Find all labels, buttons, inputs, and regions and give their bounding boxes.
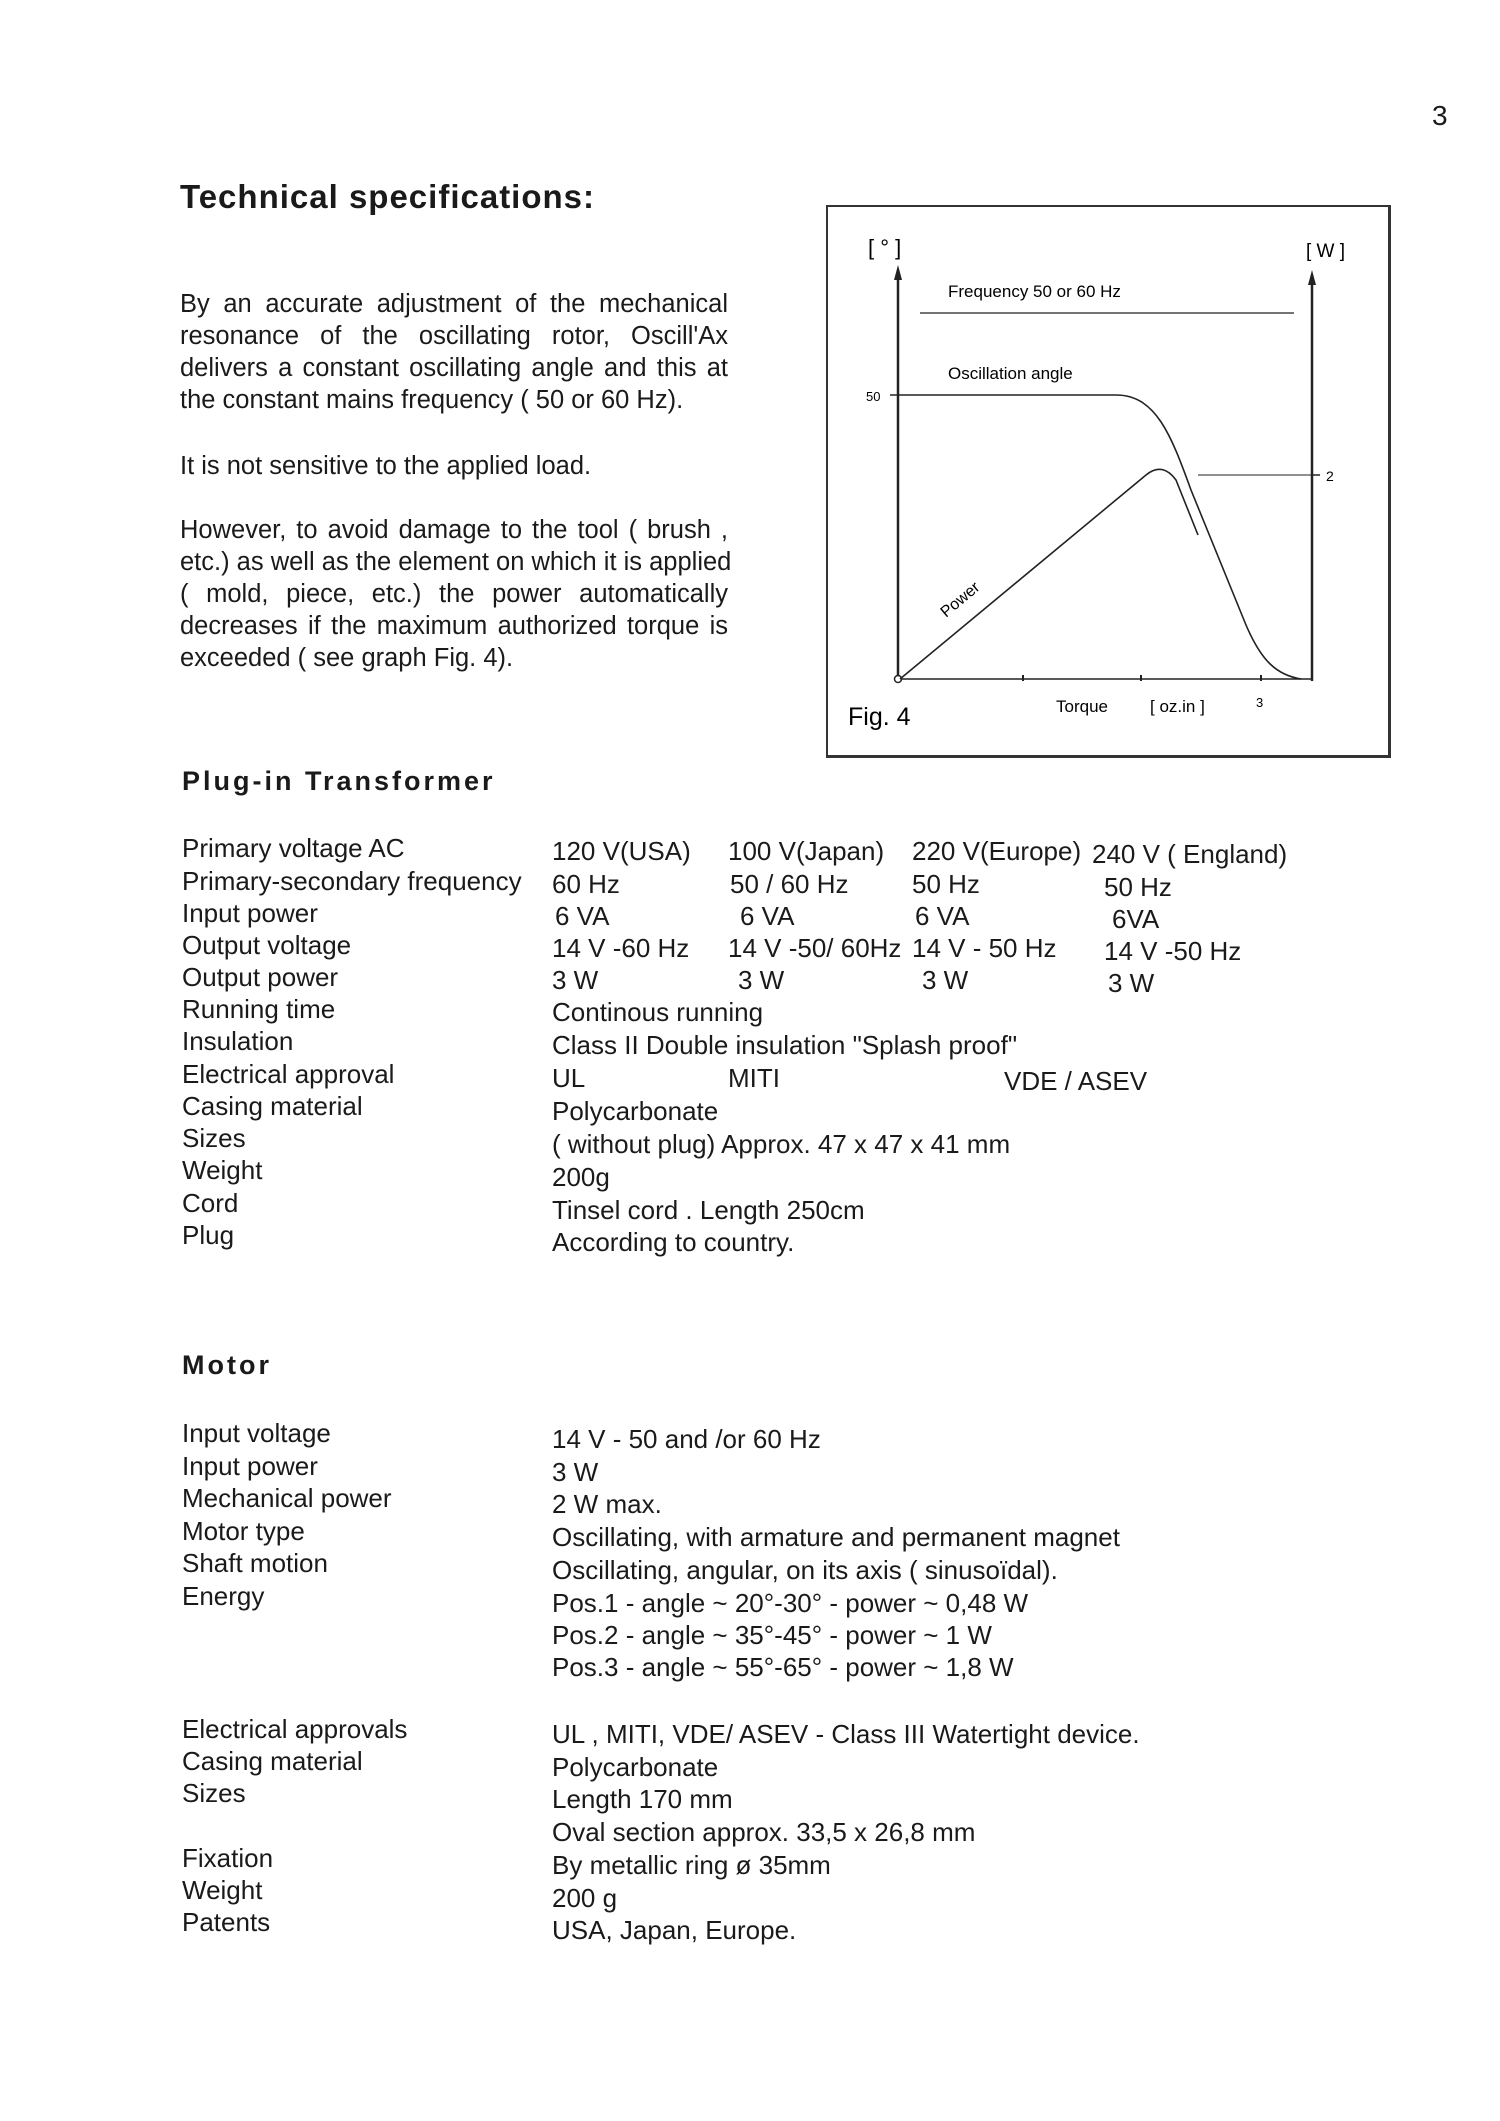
value-output-power: 3 W: [922, 965, 969, 995]
label-input-voltage: Input voltage: [182, 1418, 331, 1448]
value-plug: According to country.: [552, 1227, 795, 1257]
page-title: Technical specifications:: [180, 178, 596, 215]
value-mechanical-power: 2 W max.: [552, 1489, 662, 1519]
intro-p3-line: ( mold, piece, etc.) the power automatically: [180, 580, 728, 608]
value-electrical-approvals: UL , MITI, VDE/ ASEV - Class III Watertight device.: [552, 1719, 1140, 1749]
figure-caption: Fig. 4: [848, 703, 911, 731]
value-frequency: 50 Hz: [912, 869, 980, 899]
section-heading-motor: Motor: [182, 1350, 272, 1380]
value-weight: 200g: [552, 1162, 610, 1192]
value-frequency: 50 Hz: [1104, 872, 1172, 902]
label-energy: Energy: [182, 1581, 265, 1611]
left-axis-arrow: [894, 265, 902, 280]
value-input-power: 6VA: [1112, 904, 1160, 934]
power-label: Power: [937, 578, 984, 622]
label-plug: Plug: [182, 1220, 235, 1250]
value-output-voltage: 14 V - 50 Hz: [912, 933, 1057, 963]
label-cord: Cord: [182, 1188, 239, 1218]
x-tick-label: 3: [1256, 695, 1264, 710]
label-casing-material: Casing material: [182, 1746, 363, 1776]
value-output-voltage: 14 V -60 Hz: [552, 933, 690, 963]
value-input-power: 3 W: [552, 1457, 599, 1487]
label-weight: Weight: [182, 1155, 263, 1185]
label-patents: Patents: [182, 1907, 271, 1937]
intro-p2-line: It is not sensitive to the applied load.: [180, 452, 592, 480]
intro-p1-line: By an accurate adjustment of the mechanical: [180, 290, 728, 318]
page-number: 3: [1432, 100, 1448, 131]
label-shaft-motion: Shaft motion: [182, 1548, 328, 1578]
label-input-power: Input power: [182, 898, 318, 928]
power-curve: [900, 469, 1198, 679]
value-energy-pos2: Pos.2 - angle ~ 35°-45° - power ~ 1 W: [552, 1620, 992, 1650]
intro-p3-line: decreases if the maximum authorized torque is: [180, 612, 728, 640]
x-axis-label: Torque: [1056, 697, 1108, 716]
oscillation-angle-label: Oscillation angle: [948, 364, 1073, 383]
value-primary-voltage: 120 V(USA): [552, 836, 691, 866]
y-left-unit: [ ° ]: [868, 235, 902, 260]
label-output-power: Output power: [182, 962, 339, 992]
value-approval-miti: MITI: [728, 1063, 780, 1093]
value-input-power: 6 VA: [915, 901, 970, 931]
value-approval-vde-asev: VDE / ASEV: [1004, 1066, 1148, 1096]
label-weight: Weight: [182, 1875, 263, 1905]
intro-p3-line: etc.) as well as the element on which it is applied: [180, 548, 732, 576]
label-sizes: Sizes: [182, 1778, 246, 1808]
y-right-tick-label: 2: [1326, 468, 1334, 484]
intro-paragraph-3: [180, 514, 732, 674]
label-primary-secondary-frequency: Primary-secondary frequency: [182, 866, 522, 896]
value-input-power: 6 VA: [740, 901, 795, 931]
y-right-unit: [ W ]: [1306, 241, 1346, 262]
intro-p3-line: exceeded ( see graph Fig. 4).: [180, 644, 514, 672]
value-sizes-oval-section: Oval section approx. 33,5 x 26,8 mm: [552, 1817, 976, 1847]
label-input-power: Input power: [182, 1451, 318, 1481]
label-sizes: Sizes: [182, 1123, 246, 1153]
value-energy-pos3: Pos.3 - angle ~ 55°-65° - power ~ 1,8 W: [552, 1652, 1014, 1682]
value-fixation: By metallic ring ø 35mm: [552, 1850, 831, 1880]
frequency-label: Frequency 50 or 60 Hz: [948, 282, 1121, 301]
label-primary-voltage: Primary voltage AC: [182, 833, 405, 863]
value-primary-voltage: 240 V ( England): [1092, 839, 1288, 869]
value-weight: 200 g: [552, 1883, 618, 1913]
x-axis-unit: [ oz.in ]: [1150, 697, 1205, 716]
value-sizes: ( without plug) Approx. 47 x 47 x 41 mm: [552, 1129, 1011, 1159]
value-output-power: 3 W: [552, 965, 599, 995]
value-frequency: 50 / 60 Hz: [730, 869, 849, 899]
value-primary-voltage: 100 V(Japan): [728, 836, 885, 866]
value-frequency: 60 Hz: [552, 869, 620, 899]
value-running-time: Continous running: [552, 997, 764, 1027]
value-shaft-motion: Oscillating, angular, on its axis ( sinusoïdal).: [552, 1555, 1058, 1585]
value-motor-type: Oscillating, with armature and permanent magnet: [552, 1522, 1120, 1552]
value-energy-pos1: Pos.1 - angle ~ 20°-30° - power ~ 0,48 W: [552, 1588, 1029, 1618]
label-electrical-approvals: Electrical approvals: [182, 1714, 408, 1744]
value-output-power: 3 W: [738, 965, 785, 995]
value-input-power: 6 VA: [555, 901, 610, 931]
value-casing-material: Polycarbonate: [552, 1096, 719, 1126]
intro-paragraph-2: [180, 450, 728, 482]
y-left-tick-label: 50: [866, 389, 881, 404]
value-output-power: 3 W: [1108, 968, 1155, 998]
label-output-voltage: Output voltage: [182, 930, 352, 960]
oscillation-angle-curve: [898, 395, 1301, 679]
intro-p1-line: resonance of the oscillating rotor, Oscill'Ax: [180, 322, 728, 350]
value-insulation: Class II Double insulation "Splash proof": [552, 1030, 1018, 1060]
label-insulation: Insulation: [182, 1026, 294, 1056]
intro-p3-line: However, to avoid damage to the tool ( brush ,: [180, 516, 728, 544]
right-axis-arrow: [1308, 270, 1316, 285]
label-fixation: Fixation: [182, 1843, 274, 1873]
intro-paragraph-1: [180, 288, 728, 416]
value-casing-material: Polycarbonate: [552, 1752, 719, 1782]
label-motor-type: Motor type: [182, 1516, 305, 1546]
value-sizes-length: Length 170 mm: [552, 1784, 733, 1814]
value-input-voltage: 14 V - 50 and /or 60 Hz: [552, 1424, 821, 1454]
label-running-time: Running time: [182, 994, 336, 1024]
label-mechanical-power: Mechanical power: [182, 1483, 392, 1513]
value-patents: USA, Japan, Europe.: [552, 1915, 797, 1945]
value-cord: Tinsel cord . Length 250cm: [552, 1195, 865, 1225]
value-output-voltage: 14 V -50/ 60Hz: [728, 933, 902, 963]
figure-4-graph: [826, 205, 1392, 761]
value-output-voltage: 14 V -50 Hz: [1104, 936, 1242, 966]
intro-p1-line: delivers a constant oscillating angle and this at: [180, 354, 728, 382]
label-casing-material: Casing material: [182, 1091, 363, 1121]
section-heading-plug-in-transformer: Plug-in Transformer: [182, 766, 496, 796]
label-electrical-approval: Electrical approval: [182, 1059, 395, 1089]
intro-p1-line: the constant mains frequency ( 50 or 60 Hz).: [180, 386, 684, 414]
value-primary-voltage: 220 V(Europe): [912, 836, 1082, 866]
value-approval-ul: UL: [552, 1063, 586, 1093]
